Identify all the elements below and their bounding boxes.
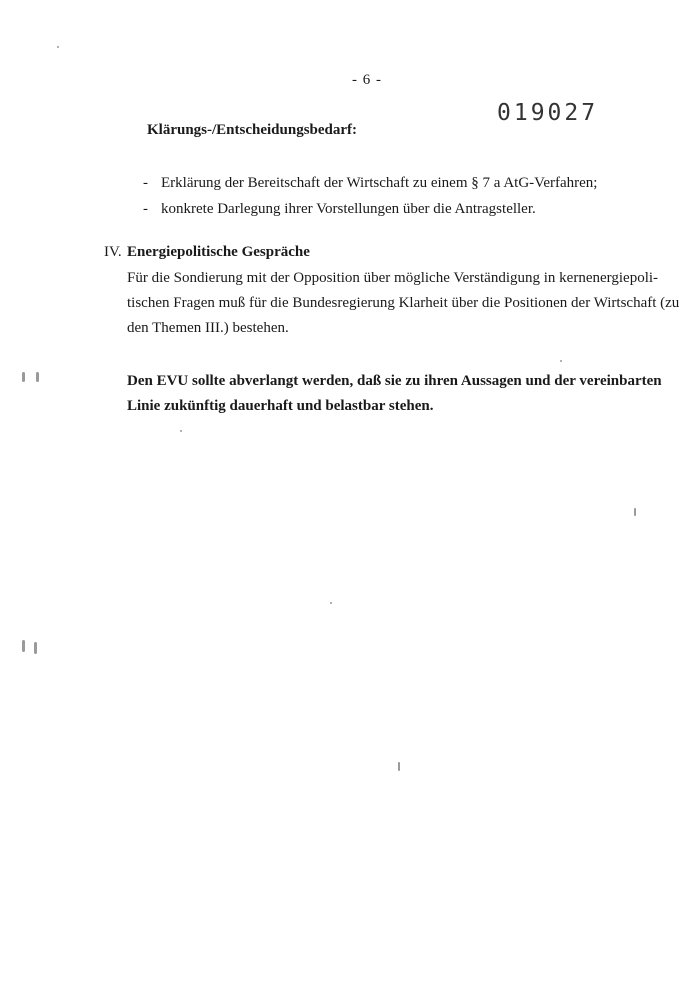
scan-speck: [180, 430, 182, 432]
scan-speck: [634, 508, 636, 516]
list-item-text: konkrete Darlegung ihrer Vorstellungen über die Antragsteller.: [161, 201, 536, 217]
section-title: Energiepolitische Gespräche: [127, 244, 310, 260]
scan-speck: [36, 372, 39, 382]
scan-speck: [330, 602, 332, 604]
list-item-text: Erklärung der Bereitschaft der Wirtschaft zu einem § 7 a AtG-Verfahren;: [161, 175, 598, 191]
dash-marker: -: [143, 175, 148, 191]
scan-speck: [57, 46, 59, 48]
conclusion-line: Den EVU sollte abverlangt werden, daß sie zu ihren Aussagen und der vereinbarten: [127, 373, 662, 389]
scan-speck: [560, 360, 562, 362]
document-stamp-number: 019027: [497, 100, 599, 126]
paragraph-line: den Themen III.) bestehen.: [127, 320, 289, 336]
clarification-list: [143, 170, 597, 222]
conclusion-line: Linie zukünftig dauerhaft und belastbar stehen.: [127, 398, 434, 414]
section-number: IV.: [104, 244, 122, 260]
scan-speck: [22, 640, 25, 652]
scan-speck: [398, 762, 400, 771]
list-item: [143, 170, 597, 196]
scan-speck: [22, 372, 25, 382]
clarification-heading: Klärungs-/Entscheidungsbedarf:: [147, 122, 358, 138]
section-paragraph: [127, 266, 680, 341]
scan-speck: [34, 642, 37, 654]
paragraph-line: tischen Fragen muß für die Bundesregierung Klarheit über die Positionen der Wirtschaft (zu: [127, 295, 680, 311]
paragraph-line: Für die Sondierung mit der Opposition über mögliche Verständigung in kernenergiepoli-: [127, 270, 659, 286]
dash-marker: -: [143, 201, 148, 217]
conclusion-paragraph: [127, 369, 687, 419]
list-item: [143, 196, 597, 222]
page-number: - 6 -: [352, 72, 382, 88]
